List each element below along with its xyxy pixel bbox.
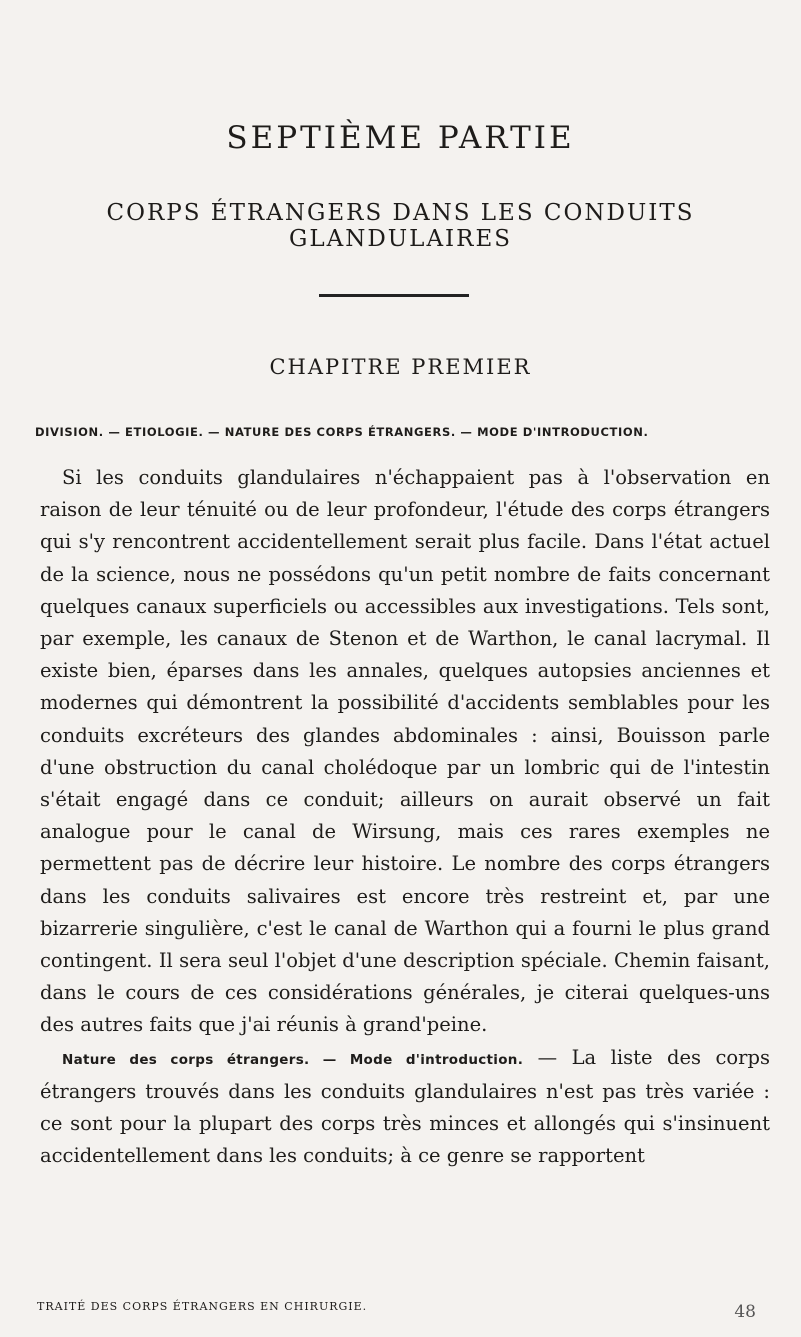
division-summary: DIVISION. — ETIOLOGIE. — NATURE DES CORPS ÉTRANGERS. — MODE D'INTRODUCTION.: [35, 425, 649, 439]
paragraph-text: — La liste des corps étrangers trouvés dans les conduits glandulaires n'est pas très variée : ce sont pour la plupart des corps très minces et allongés qui s'insinuent accidentellement dans les conduits; à ce genre se rapportent: [40, 1045, 770, 1168]
running-title: TRAITÉ DES CORPS ÉTRANGERS EN CHIRURGIE.: [37, 1300, 368, 1313]
subheading: Nature des corps étrangers. — Mode d'introduction.: [62, 1051, 524, 1068]
part-title: SEPTIÈME PARTIE: [226, 120, 575, 156]
title-divider: [319, 294, 469, 297]
body-text: [40, 462, 770, 1172]
chapter-title: CHAPITRE PREMIER: [269, 355, 532, 379]
page-number: 48: [734, 1302, 756, 1322]
paragraph: Si les conduits glandulaires n'échappaient pas à l'observation en raison de leur ténuité ou de leur profondeur, l'étude des corps étrangers qui s'y rencontrent accidentellement serait plus facile. Dans l'état actuel de la science, nous ne possédons qu'un petit nombre de faits concernant quelques canaux superficiels ou accessibles aux investigations. Tels sont, par exemple, les canaux de Stenon et de Warthon, le canal lacrymal. Il existe bien, éparses dans les annales, quelques autopsies anciennes et modernes qui démontrent la possibilité d'accidents semblables pour les conduits excréteurs des glandes abdominales : ainsi, Bouisson parle d'une obstruction du canal cholédoque par un lombric qui de l'intestin s'était engagé dans ce conduit; ailleurs on aurait observé un fait analogue pour le canal de Wirsung, mais ces rares exemples ne permettent pas de décrire leur histoire. Le nombre des corps étrangers dans les conduits salivaires est encore très restreint et, par une bizarrerie singulière, c'est le canal de Warthon qui a fourni le plus grand contingent. Il sera seul l'objet d'une description spéciale. Chemin faisant, dans le cours de ces considérations générales, je citerai quelques-uns des autres faits que j'ai réunis à grand'peine.: [40, 466, 770, 1037]
section-title: CORPS ÉTRANGERS DANS LES CONDUITS GLANDULAIRES: [106, 200, 695, 252]
paragraph: [40, 1042, 770, 1173]
